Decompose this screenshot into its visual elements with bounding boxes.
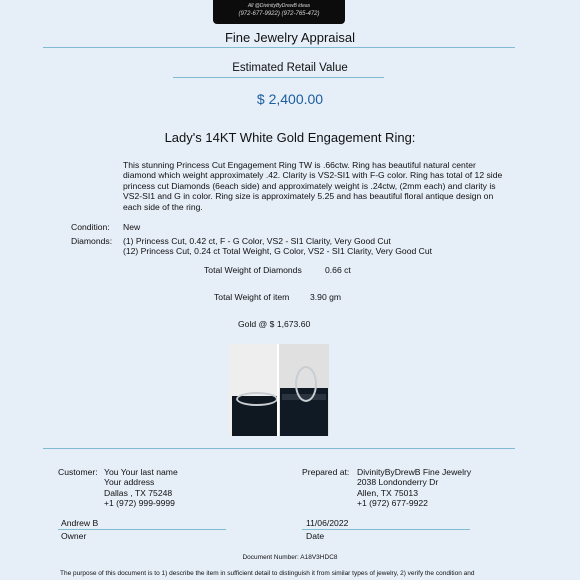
item-description [123,160,543,212]
preparer-name: DivinityByDrewB Fine Jewelry [357,467,472,477]
owner-signature-line [58,529,226,530]
condition-value: New [123,222,141,232]
customer-label: Customer: [58,467,98,477]
header-logo [213,0,345,24]
footer-disclaimer: The purpose of this document is to 1) describe the item in sufficient detail to distinguish it from similar types of jewelry, 2) verify the condition and [60,570,475,577]
retail-value: $ 2,400.00 [256,91,324,107]
preparer-phone: +1 (972) 677-9922 [357,498,428,509]
item-heading: Lady's 14KT White Gold Engagement Ring: [164,130,416,145]
description-line: diamond which weight approximately .42. Clarity is VS2-SI1 with F-G color. Ring has total of 12 side [123,170,503,181]
owner-signature: Andrew B [61,518,99,528]
diamonds-list [123,236,543,257]
description-line: each side of the ring. [123,201,203,212]
owner-caption: Owner [61,531,87,541]
diamond-entry: (1) Princess Cut, 0.42 ct, F - G Color, VS2 - SI1 Clarity, Very Good Cut [123,236,391,246]
retail-value-label: Estimated Retail Value [232,62,348,74]
diamonds-label: Diamonds: [71,236,113,246]
date-line [302,529,470,530]
description-line: This stunning Princess Cut Engagement Ring TW is .66ctw. Ring has beautiful natural center [123,160,476,170]
preparer-address: 2038 Londonderry Dr [357,477,439,488]
ring-photo [228,344,329,436]
logo-line-1: All @DivinityByDrewB ideas [247,3,311,9]
total-diamond-weight-value: 0.66 ct [325,265,351,275]
parties-divider [43,448,515,449]
document-title: Fine Jewelry Appraisal [224,30,356,45]
description-line: VS2-SI1 and G in color. Ring size is approximately 5.25 and has beautiful floral antique design on [123,191,494,202]
total-diamond-weight-label: Total Weight of Diamonds [204,265,302,275]
customer-details [104,467,178,509]
retail-divider [173,77,384,78]
diamond-entry: (12) Princess Cut, 0.24 ct Total Weight, G Color, VS2 - SI1 Clarity, Very Good Cut [123,246,433,257]
preparer-label: Prepared at: [302,467,350,477]
total-item-weight-value: 3.90 gm [310,292,342,302]
customer-name: You Your last name [104,467,178,477]
condition-label: Condition: [71,222,110,232]
customer-city: Dallas , TX 75248 [104,487,173,498]
logo-line-2: (972-677-9922) (972-765-472) [238,11,320,17]
preparer-city: Allen, TX 75013 [357,487,418,498]
preparer-details [357,467,471,509]
date-caption: Date [306,531,325,541]
gold-price: Gold @ $ 1,673.60 [238,319,311,329]
document-number: Document Number: A18V3HDC8 [242,554,338,561]
title-divider [43,47,515,48]
total-item-weight-label: Total Weight of item [214,292,290,302]
customer-address: Your address [104,477,155,488]
customer-phone: +1 (972) 999-9999 [104,498,175,509]
date-value: 11/06/2022 [306,518,349,528]
description-line: princess cut Diamonds (6each side) and approximately weight is .24ctw, (2mm each) and clarity is [123,180,496,191]
